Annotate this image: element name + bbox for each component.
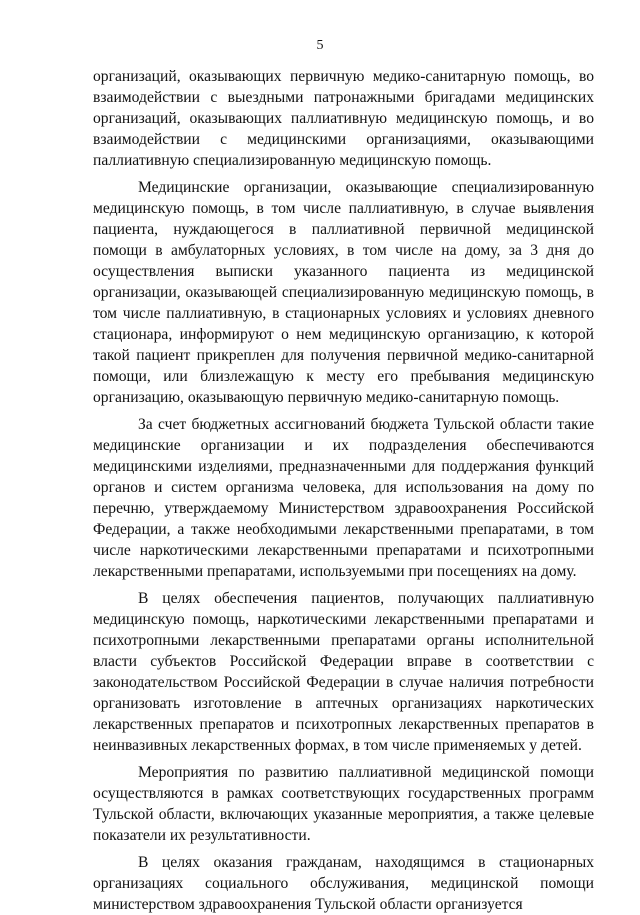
paragraph-3: За счет бюджетных ассигнований бюджета Тульской области такие медицинские организации и их подразделения обеспечиваются медицинскими изделиями, предназначенными для поддержания функций органов и систем организма человека, для использования на дому по перечню, утверждаемому Министерством здравоохранения Российской Федерации, а также необходимыми лекарственными препаратами, в том числе наркотическими лекарственными препаратами и психотропными лекарственными препаратами, используемыми при посещениях на дому.	[93, 416, 594, 580]
paragraph-2: Медицинские организации, оказывающие специализированную медицинскую помощь, в том числе паллиативную, в случае выявления пациента, нуждающегося в паллиативной первичной медицинской помощи в амбулаторных условиях, в том числе на дому, за 3 дня до осуществления выписки указанного пациента из медицинской организации, оказывающей специализированную медицинскую помощь, в том числе паллиативную, в стационарных условиях и условиях дневного стационара, информируют о нем медицинскую организацию, к которой такой пациент прикреплен для получения первичной медико-санитарной помощи, или близлежащую к месту его пребывания медицинскую организацию, оказывающую первичную медико-санитарную помощь.	[93, 179, 594, 406]
paragraph-4: В целях обеспечения пациентов, получающих паллиативную медицинскую помощь, наркотическими лекарственными препаратами и психотропными лекарственными препаратами органы исполнительной власти субъектов Российской Федерации вправе в соответствии с законодательством Российской Федерации в случае наличия потребности организовать изготовление в аптечных организациях наркотических лекарственных препаратов и психотропных лекарственных препаратов в неинвазивных лекарственных формах, в том числе применяемых у детей.	[93, 590, 594, 754]
paragraph-1: организаций, оказывающих первичную медико-санитарную помощь, во взаимодействии с выездными патронажными бригадами медицинских организаций, оказывающих паллиативную медицинскую помощь, и во взаимодействии с медицинскими организациями, оказывающими паллиативную специализированную медицинскую помощь.	[93, 68, 594, 169]
paragraph-6: В целях оказания гражданам, находящимся в стационарных организациях социального обслуживания, медицинской помощи министерством здравоохранения Тульской области организуется	[93, 854, 594, 913]
page-number: 5	[316, 38, 324, 53]
paragraph-5: Мероприятия по развитию паллиативной медицинской помощи осуществляются в рамках соответствующих государственных программ Тульской области, включающих указанные мероприятия, а также целевые показатели их результативности.	[93, 764, 594, 844]
body-text	[93, 66, 594, 915]
